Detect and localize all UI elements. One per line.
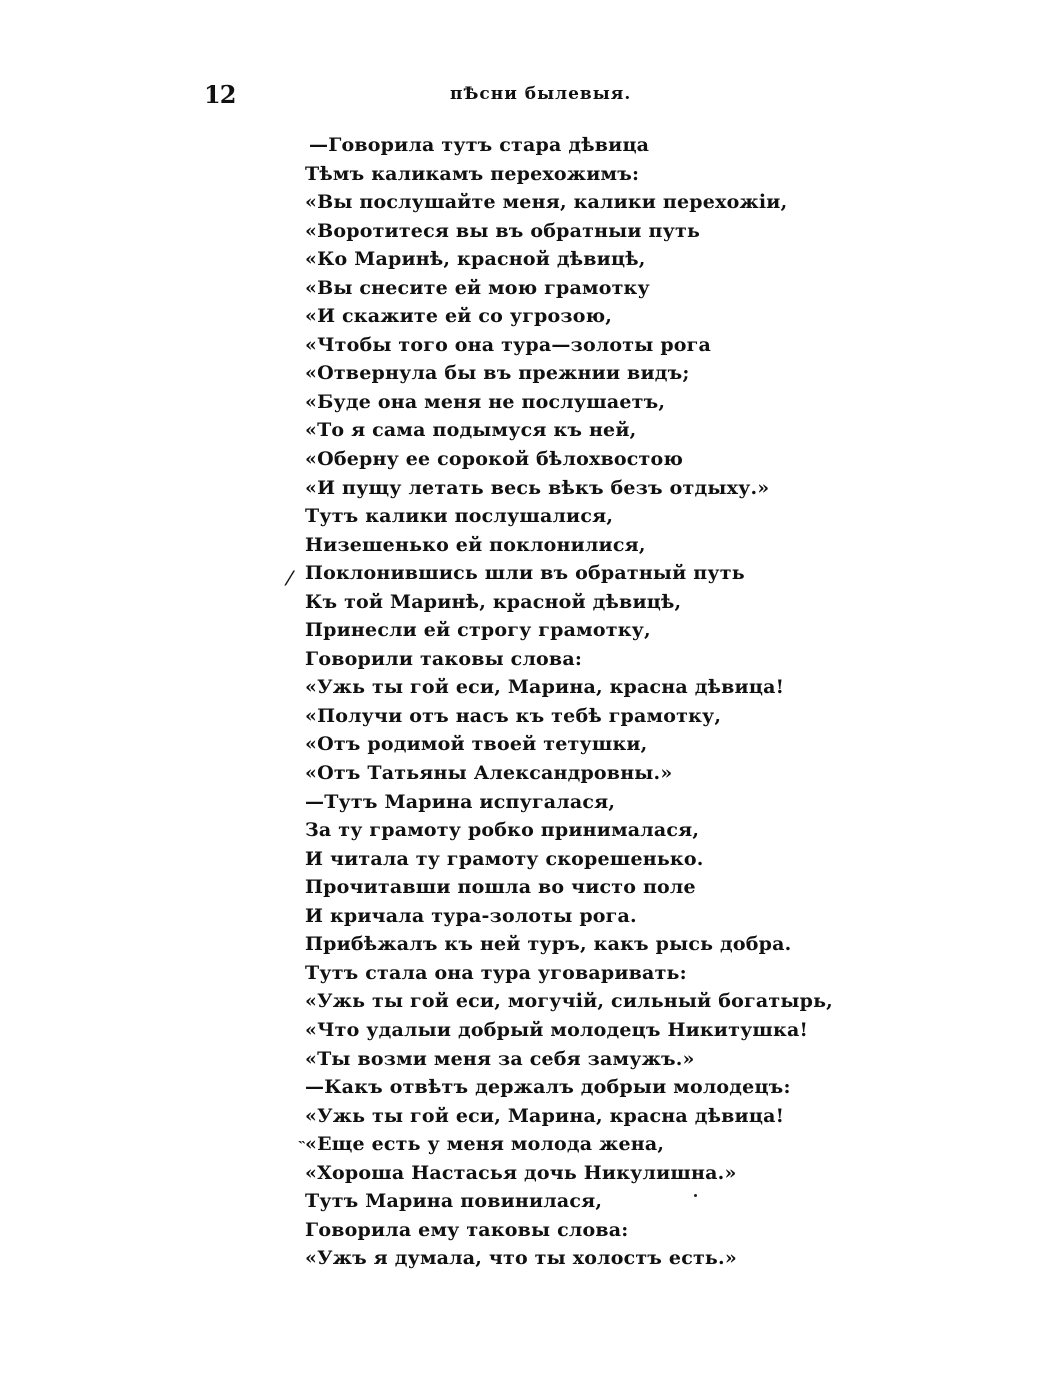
verse-line: Прочитавши пошла во чисто поле [305, 876, 696, 899]
side-tick-mark-icon: ˵ [299, 1130, 305, 1149]
verse-line: Къ той Маринѣ, красной дѣвицѣ, [305, 590, 682, 613]
verse-line: Тѣмъ каликамъ перехожимъ: [305, 162, 640, 185]
verse-line: «Ужъ я думала, что ты холостъ есть.» [305, 1247, 737, 1270]
verse-line: «Отъ родимой твоей тетушки, [305, 733, 648, 756]
verse-line: «Ко Маринѣ, красной дѣвицѣ, [305, 248, 646, 271]
verse-line: Принесли ей строгу грамотку, [305, 619, 651, 642]
verse-line: «Еще есть у меня молода жена, [305, 1133, 665, 1156]
verse-line: «И скажите ей со угрозою, [305, 305, 613, 328]
verse-line: Говорила ему таковы слова: [305, 1218, 629, 1241]
verse-line: Тутъ Марина повинилася, [305, 1190, 603, 1213]
verse-line: «Хороша Настасья дочь Никулишна.» [305, 1161, 737, 1184]
verse-line: «Оберну ее сорокой бѣлохвостою [305, 448, 684, 471]
verse-line: «Ужь ты гой еси, Марина, красна дѣвица! [305, 676, 785, 699]
verse-line: «Ужь ты гой еси, могучій, сильный богатырь, [305, 990, 833, 1013]
verse-line: —Тутъ Марина испугалася, [305, 790, 616, 813]
verse-line: Низешенько ей поклонилися, [305, 533, 646, 556]
verse-line: «Отвернула бы въ прежнии видъ; [305, 362, 690, 385]
verse-line: «Отъ Татьяны Александровны.» [305, 762, 673, 785]
ink-speck [694, 1194, 697, 1197]
verse-line: Тутъ калики послушалися, [305, 505, 614, 528]
verse-line: —Говорила тутъ стара дѣвица [309, 134, 650, 156]
verse-line: И читала ту грамоту скорешенько. [305, 847, 704, 870]
verse-line: «Воротитеся вы въ обратныи путь [305, 219, 701, 242]
verse-line: «Вы снесите ей мою грамотку [305, 276, 650, 299]
verse-line: «Что удалыи добрый молодецъ Никитушка! [305, 1018, 809, 1041]
verse-line: За ту грамоту робко принималася, [305, 819, 700, 842]
running-head: пѢсни былевыя. [450, 84, 632, 104]
pen-tick-mark-icon: ⁄ [288, 566, 292, 590]
verse-line: «Чтобы того она тура—золоты рога [305, 333, 712, 356]
verse-text [305, 131, 833, 1273]
verse-line: Тутъ стала она тура уговаривать: [305, 961, 687, 984]
page-number: 12 [204, 80, 236, 109]
verse-line: «Буде она меня не послушаетъ, [305, 390, 666, 413]
verse-line: «Ты возми меня за себя замужъ.» [305, 1047, 695, 1070]
verse-line: «Ужь ты гой еси, Марина, красна дѣвица! [305, 1104, 785, 1127]
verse-line: «Получи отъ насъ къ тебѣ грамотку, [305, 704, 722, 727]
verse-line: «Вы послушайте меня, калики перехожіи, [305, 191, 788, 214]
verse-line: «То я сама подымуся къ ней, [305, 419, 637, 442]
verse-line: —Какъ отвѣтъ держалъ добрыи молодецъ: [305, 1076, 791, 1099]
verse-line: «И пущу летать весь вѣкъ безъ отдыху.» [305, 476, 770, 499]
verse-line: Поклонившись шли въ обратный путь [305, 562, 745, 585]
verse-line: Прибѣжалъ къ ней туръ, какъ рысь добра. [305, 933, 792, 956]
verse-line: Говорили таковы слова: [305, 647, 583, 670]
verse-line: И кричала тура-золоты рога. [305, 904, 637, 927]
